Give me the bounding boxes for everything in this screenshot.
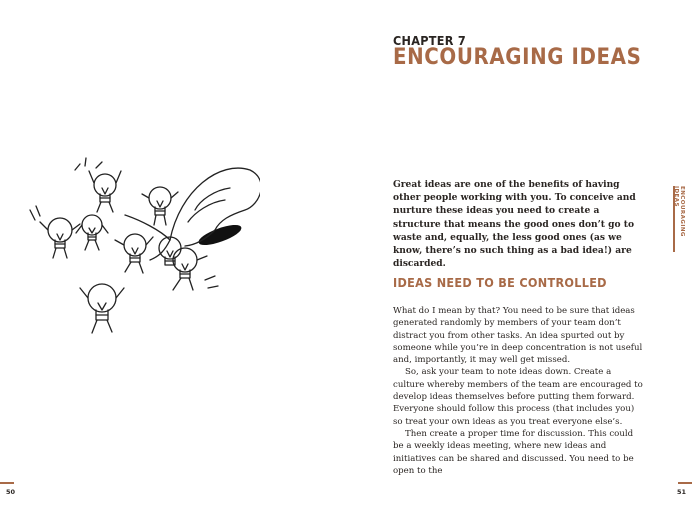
paragraph: So, ask your team to note ideas down. Create a culture whereby members of the team are encouraged to develop ideas themselves before putting them forward. Everyone should follow this process (that includes you) so treat your own ideas as you treat everyone else’s. bbox=[393, 367, 643, 427]
side-tab-label: ENCOURAGING IDEAS bbox=[673, 186, 685, 237]
chapter-kicker: CHAPTER 7 bbox=[393, 33, 467, 48]
paragraph: Then create a proper time for discussion. This could be a weekly ideas meeting, where new ideas and initiatives can be shared and discussed. You need to be open to the bbox=[393, 428, 634, 476]
section-side-tab bbox=[673, 186, 685, 252]
right-page bbox=[346, 0, 692, 513]
bulb-group bbox=[40, 171, 207, 333]
section-heading: IDEAS NEED TO BE CONTROLLED bbox=[393, 275, 607, 290]
folio-bar-left bbox=[0, 482, 14, 484]
lightbulb-illustration bbox=[20, 150, 260, 350]
intro-paragraph: Great ideas are one of the benefits of having other people working with you. To conceive and nurture these ideas you need to create a structure that means the good ones don’t go to waste and, equally, the less good ones (as we know, there’s no such thing as a bad idea!) are discarded. bbox=[393, 179, 636, 270]
folio-bar-right bbox=[678, 482, 692, 484]
page-number-left: 50 bbox=[6, 488, 16, 496]
paragraph: What do I mean by that? You need to be sure that ideas generated randomly by members of your team don’t distract you from other tasks. An idea spurted out by someone while you’re in deep concentration is not useful and, importantly, it may well get missed. bbox=[393, 306, 643, 366]
chapter-title: ENCOURAGING IDEAS bbox=[393, 45, 642, 70]
body-text bbox=[393, 305, 643, 477]
page-number-right: 51 bbox=[677, 488, 687, 496]
